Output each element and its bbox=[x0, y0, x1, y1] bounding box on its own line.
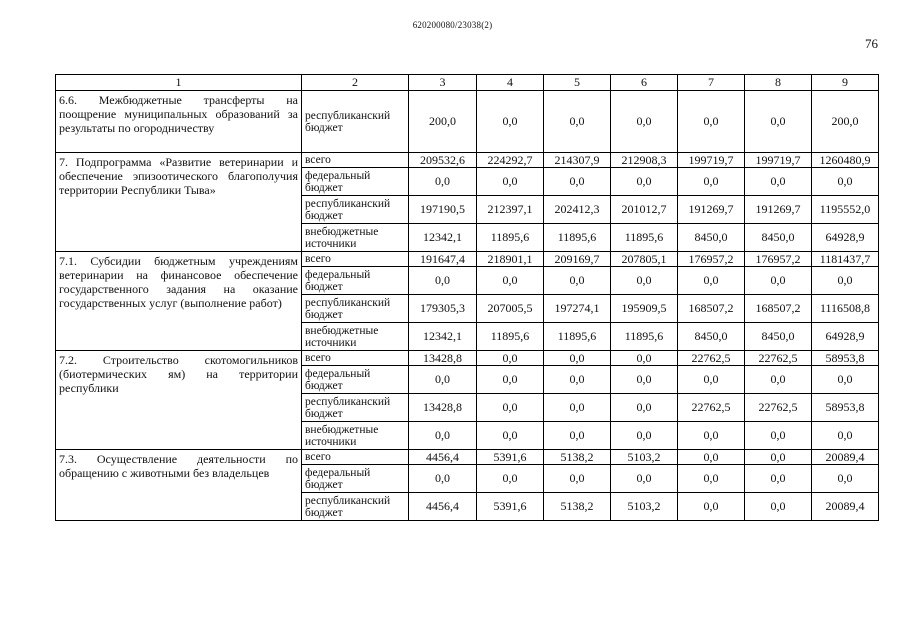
funding-source: федеральный бюджет bbox=[302, 267, 409, 295]
amount-cell: 195909,5 bbox=[611, 295, 678, 323]
program-title: 6.6. Межбюджетные трансферты на поощрение муниципальных образований за результаты по огородничеству bbox=[56, 91, 302, 153]
amount-cell: 197190,5 bbox=[409, 196, 477, 224]
column-header: 9 bbox=[812, 75, 879, 91]
amount-cell: 20089,4 bbox=[812, 450, 879, 465]
amount-cell: 5103,2 bbox=[611, 493, 678, 521]
amount-cell: 5103,2 bbox=[611, 450, 678, 465]
amount-cell: 168507,2 bbox=[745, 295, 812, 323]
funding-source: республиканский бюджет bbox=[302, 493, 409, 521]
amount-cell: 0,0 bbox=[611, 267, 678, 295]
amount-cell: 0,0 bbox=[477, 422, 544, 450]
amount-cell: 8450,0 bbox=[745, 323, 812, 351]
amount-cell: 11895,6 bbox=[477, 323, 544, 351]
funding-source: внебюджетные источники bbox=[302, 422, 409, 450]
amount-cell: 209169,7 bbox=[544, 252, 611, 267]
amount-cell: 197274,1 bbox=[544, 295, 611, 323]
amount-cell: 0,0 bbox=[745, 465, 812, 493]
amount-cell: 0,0 bbox=[745, 422, 812, 450]
program-title: 7.1. Субсидии бюджетным учреждениям ветеринарии на финансовое обеспечение государственного задания на оказание государственных услуг (выполнение работ) bbox=[56, 252, 302, 351]
amount-cell: 0,0 bbox=[611, 422, 678, 450]
amount-cell: 11895,6 bbox=[544, 224, 611, 252]
amount-cell: 0,0 bbox=[611, 351, 678, 366]
amount-cell: 207805,1 bbox=[611, 252, 678, 267]
amount-cell: 212397,1 bbox=[477, 196, 544, 224]
funding-source: внебюджетные источники bbox=[302, 224, 409, 252]
amount-cell: 4456,4 bbox=[409, 493, 477, 521]
amount-cell: 0,0 bbox=[678, 465, 745, 493]
table-row bbox=[56, 252, 879, 267]
document-code: 620200080/23038(2) bbox=[412, 20, 493, 30]
amount-cell: 0,0 bbox=[544, 267, 611, 295]
amount-cell: 0,0 bbox=[812, 366, 879, 394]
amount-cell: 0,0 bbox=[477, 267, 544, 295]
amount-cell: 0,0 bbox=[745, 493, 812, 521]
amount-cell: 12342,1 bbox=[409, 323, 477, 351]
funding-source: внебюджетные источники bbox=[302, 323, 409, 351]
amount-cell: 11895,6 bbox=[611, 224, 678, 252]
funding-source: федеральный бюджет bbox=[302, 168, 409, 196]
table-row bbox=[56, 153, 879, 168]
page-number: 76 bbox=[865, 36, 878, 51]
amount-cell: 224292,7 bbox=[477, 153, 544, 168]
column-header: 5 bbox=[544, 75, 611, 91]
amount-cell: 1181437,7 bbox=[812, 252, 879, 267]
amount-cell: 0,0 bbox=[477, 351, 544, 366]
amount-cell: 58953,8 bbox=[812, 394, 879, 422]
amount-cell: 11895,6 bbox=[611, 323, 678, 351]
amount-cell: 0,0 bbox=[745, 168, 812, 196]
amount-cell: 8450,0 bbox=[745, 224, 812, 252]
amount-cell: 0,0 bbox=[611, 394, 678, 422]
amount-cell: 0,0 bbox=[678, 91, 745, 153]
amount-cell: 0,0 bbox=[477, 91, 544, 153]
column-header: 1 bbox=[56, 75, 302, 91]
amount-cell: 0,0 bbox=[409, 422, 477, 450]
amount-cell: 0,0 bbox=[745, 450, 812, 465]
amount-cell: 0,0 bbox=[477, 168, 544, 196]
amount-cell: 0,0 bbox=[745, 366, 812, 394]
amount-cell: 0,0 bbox=[409, 168, 477, 196]
amount-cell: 212908,3 bbox=[611, 153, 678, 168]
amount-cell: 218901,1 bbox=[477, 252, 544, 267]
amount-cell: 0,0 bbox=[745, 91, 812, 153]
amount-cell: 176957,2 bbox=[678, 252, 745, 267]
amount-cell: 191269,7 bbox=[678, 196, 745, 224]
program-title: 7.3. Осуществление деятельности по обращению с животными без владельцев bbox=[56, 450, 302, 521]
amount-cell: 58953,8 bbox=[812, 351, 879, 366]
amount-cell: 12342,1 bbox=[409, 224, 477, 252]
funding-source: всего bbox=[302, 252, 409, 267]
amount-cell: 64928,9 bbox=[812, 323, 879, 351]
amount-cell: 0,0 bbox=[611, 366, 678, 394]
amount-cell: 22762,5 bbox=[745, 394, 812, 422]
amount-cell: 0,0 bbox=[544, 366, 611, 394]
program-title: 7.2. Строительство скотомогильников (биотермических ям) на территории республики bbox=[56, 351, 302, 450]
amount-cell: 0,0 bbox=[611, 91, 678, 153]
funding-source: федеральный бюджет bbox=[302, 465, 409, 493]
amount-cell: 1195552,0 bbox=[812, 196, 879, 224]
amount-cell: 0,0 bbox=[812, 168, 879, 196]
amount-cell: 0,0 bbox=[544, 168, 611, 196]
amount-cell: 11895,6 bbox=[477, 224, 544, 252]
funding-source: всего bbox=[302, 153, 409, 168]
amount-cell: 0,0 bbox=[477, 465, 544, 493]
amount-cell: 0,0 bbox=[678, 422, 745, 450]
column-header: 7 bbox=[678, 75, 745, 91]
amount-cell: 5138,2 bbox=[544, 450, 611, 465]
funding-source: федеральный бюджет bbox=[302, 366, 409, 394]
amount-cell: 191647,4 bbox=[409, 252, 477, 267]
column-header: 2 bbox=[302, 75, 409, 91]
table-row bbox=[56, 450, 879, 465]
amount-cell: 1116508,8 bbox=[812, 295, 879, 323]
amount-cell: 207005,5 bbox=[477, 295, 544, 323]
amount-cell: 176957,2 bbox=[745, 252, 812, 267]
budget-table bbox=[55, 74, 879, 521]
amount-cell: 0,0 bbox=[477, 366, 544, 394]
amount-cell: 0,0 bbox=[812, 267, 879, 295]
amount-cell: 22762,5 bbox=[678, 394, 745, 422]
amount-cell: 0,0 bbox=[544, 465, 611, 493]
funding-source: республиканский бюджет bbox=[302, 295, 409, 323]
funding-source: республиканский бюджет bbox=[302, 196, 409, 224]
amount-cell: 22762,5 bbox=[678, 351, 745, 366]
funding-source: республиканский бюджет bbox=[302, 91, 409, 153]
amount-cell: 0,0 bbox=[678, 493, 745, 521]
amount-cell: 191269,7 bbox=[745, 196, 812, 224]
program-title: 7. Подпрограмма «Развитие ветеринарии и обеспечение эпизоотического благополучия территории Республики Тыва» bbox=[56, 153, 302, 252]
amount-cell: 0,0 bbox=[812, 422, 879, 450]
amount-cell: 13428,8 bbox=[409, 394, 477, 422]
amount-cell: 200,0 bbox=[409, 91, 477, 153]
amount-cell: 13428,8 bbox=[409, 351, 477, 366]
amount-cell: 0,0 bbox=[544, 394, 611, 422]
amount-cell: 0,0 bbox=[611, 168, 678, 196]
amount-cell: 20089,4 bbox=[812, 493, 879, 521]
amount-cell: 202412,3 bbox=[544, 196, 611, 224]
amount-cell: 4456,4 bbox=[409, 450, 477, 465]
amount-cell: 0,0 bbox=[678, 168, 745, 196]
amount-cell: 5391,6 bbox=[477, 450, 544, 465]
table-row bbox=[56, 91, 879, 153]
amount-cell: 0,0 bbox=[678, 267, 745, 295]
amount-cell: 0,0 bbox=[745, 267, 812, 295]
amount-cell: 0,0 bbox=[409, 267, 477, 295]
amount-cell: 209532,6 bbox=[409, 153, 477, 168]
amount-cell: 0,0 bbox=[812, 465, 879, 493]
amount-cell: 179305,3 bbox=[409, 295, 477, 323]
column-header: 8 bbox=[745, 75, 812, 91]
amount-cell: 168507,2 bbox=[678, 295, 745, 323]
amount-cell: 0,0 bbox=[409, 366, 477, 394]
amount-cell: 0,0 bbox=[678, 450, 745, 465]
amount-cell: 199719,7 bbox=[678, 153, 745, 168]
amount-cell: 0,0 bbox=[544, 351, 611, 366]
amount-cell: 214307,9 bbox=[544, 153, 611, 168]
amount-cell: 1260480,9 bbox=[812, 153, 879, 168]
table-row bbox=[56, 351, 879, 366]
amount-cell: 8450,0 bbox=[678, 224, 745, 252]
funding-source: республиканский бюджет bbox=[302, 394, 409, 422]
column-header: 6 bbox=[611, 75, 678, 91]
amount-cell: 0,0 bbox=[477, 394, 544, 422]
amount-cell: 0,0 bbox=[544, 91, 611, 153]
amount-cell: 0,0 bbox=[611, 465, 678, 493]
header-row bbox=[56, 75, 879, 91]
amount-cell: 199719,7 bbox=[745, 153, 812, 168]
column-header: 4 bbox=[477, 75, 544, 91]
funding-source: всего bbox=[302, 351, 409, 366]
amount-cell: 22762,5 bbox=[745, 351, 812, 366]
amount-cell: 11895,6 bbox=[544, 323, 611, 351]
amount-cell: 0,0 bbox=[678, 366, 745, 394]
amount-cell: 0,0 bbox=[409, 465, 477, 493]
amount-cell: 8450,0 bbox=[678, 323, 745, 351]
funding-source: всего bbox=[302, 450, 409, 465]
amount-cell: 5138,2 bbox=[544, 493, 611, 521]
amount-cell: 201012,7 bbox=[611, 196, 678, 224]
amount-cell: 200,0 bbox=[812, 91, 879, 153]
column-header: 3 bbox=[409, 75, 477, 91]
amount-cell: 0,0 bbox=[544, 422, 611, 450]
amount-cell: 5391,6 bbox=[477, 493, 544, 521]
amount-cell: 64928,9 bbox=[812, 224, 879, 252]
